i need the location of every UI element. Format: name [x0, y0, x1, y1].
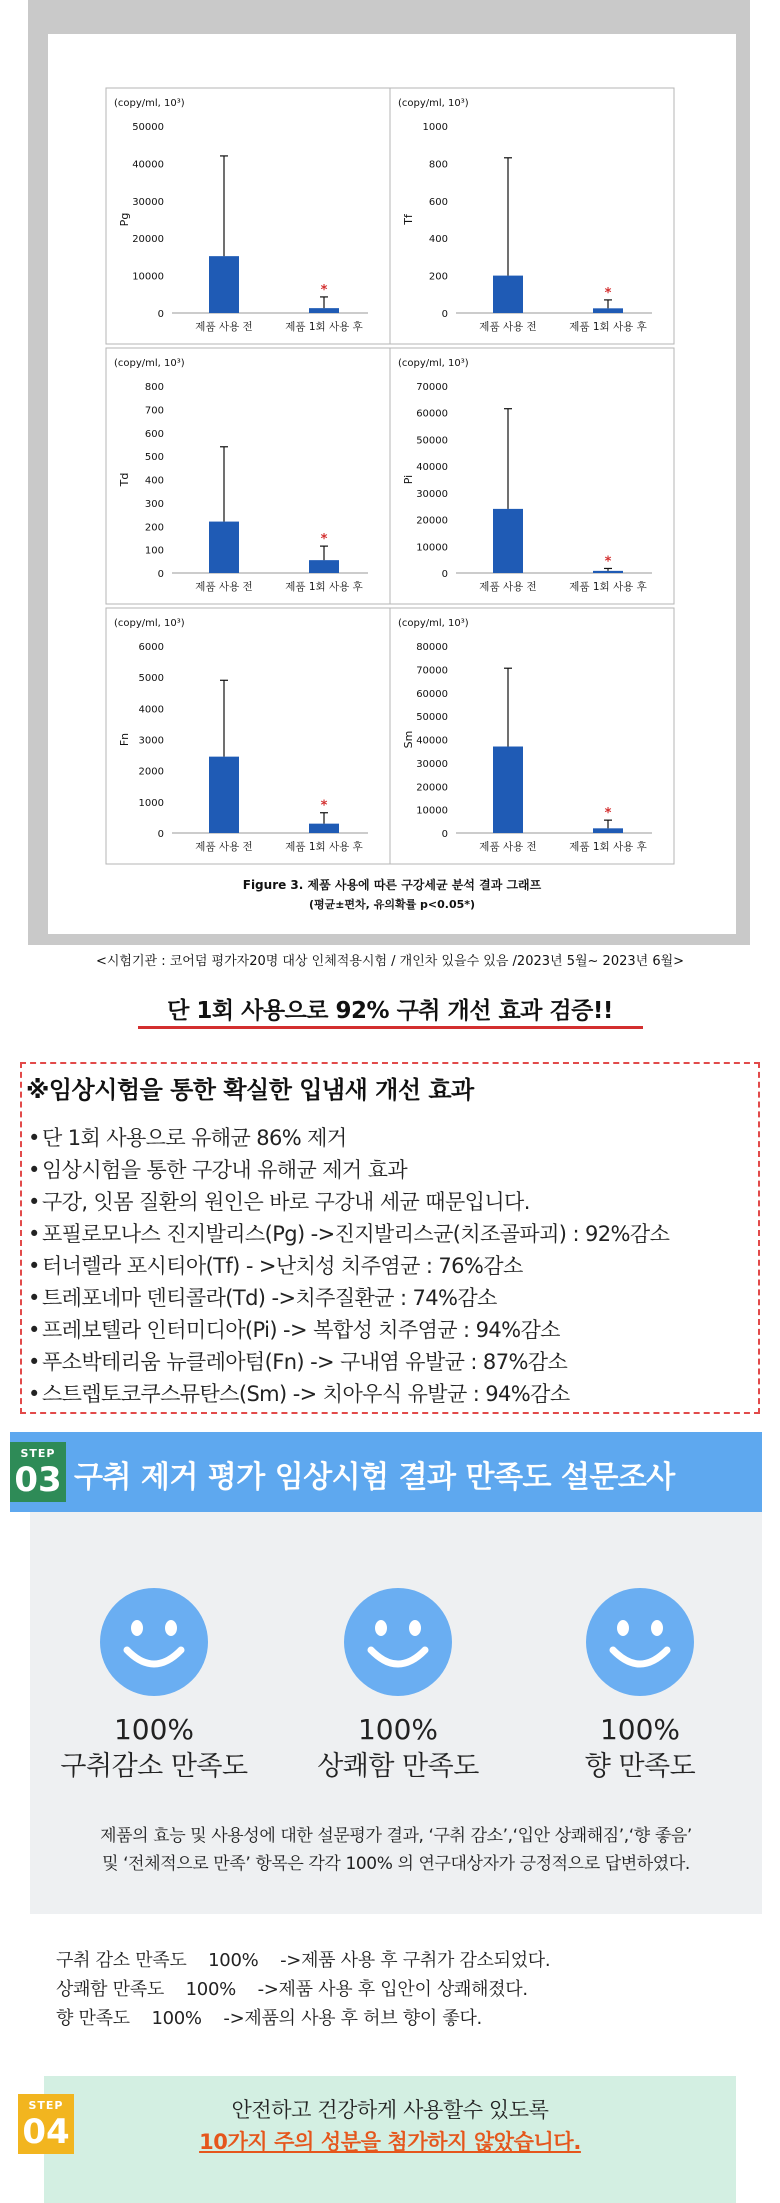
chart-y-tick-label: 300	[144, 498, 164, 510]
effect-item: • 스트렙토코쿠스뮤탄스(Sm) -> 치아우식 유발균 : 94%감소	[28, 1378, 768, 1410]
chart-bar	[493, 276, 523, 313]
bacteria-bar-charts	[0, 0, 780, 945]
chart-x-tick-label: 제품 1회 사용 후	[569, 321, 647, 333]
chart-y-tick-label: 50000	[132, 122, 164, 133]
chart-y-axis-label: Pg	[118, 212, 131, 227]
chart-x-tick-label: 제품 사용 전	[479, 321, 537, 333]
satisfaction-label: 구취감소 만족도	[60, 1751, 248, 1782]
chart-y-tick-label: 20000	[416, 515, 448, 527]
satisfaction-item-odor	[44, 1712, 264, 1786]
chart-y-tick-label: 400	[428, 234, 448, 246]
chart-y-tick-label: 5000	[138, 673, 164, 685]
effect-item: • 구강, 잇몸 질환의 원인은 바로 구강내 세균 때문입니다.	[28, 1186, 768, 1218]
step4-highlight: 10가지 주의 성분을 첨가하지 않았습니다.	[199, 2130, 581, 2154]
chart-y-tick-label: 50000	[416, 435, 448, 447]
test-source-note: <시험기관 : 코어덤 평가자20명 대상 인체적용시험 / 개인차 있을수 있음 /2023년 5월~ 2023년 6월>	[95, 954, 685, 969]
summary-line: 향 만족도 100% ->제품의 사용 후 허브 향이 좋다.	[56, 2008, 482, 2029]
chart-y-tick-label: 800	[144, 382, 164, 393]
chart-bar	[309, 308, 339, 313]
chart-bar	[209, 522, 239, 573]
chart-x-tick-label: 제품 1회 사용 후	[285, 841, 363, 853]
chart-y-tick-label: 2000	[138, 766, 164, 778]
chart-y-tick-label: 600	[428, 196, 448, 208]
chart-significance-marker: *	[604, 554, 612, 570]
chart-bar	[493, 747, 523, 833]
satisfaction-label: 향 만족도	[584, 1751, 696, 1782]
chart-y-tick-label: 60000	[416, 688, 448, 700]
chart-x-tick-label: 제품 1회 사용 후	[569, 581, 647, 593]
effect-item: • 임상시험을 통한 구강내 유해균 제거 효과	[28, 1154, 768, 1186]
step-number: 03	[14, 1460, 62, 1500]
chart-unit-label: (copy/ml, 10³)	[398, 618, 469, 629]
chart-x-tick-label: 제품 사용 전	[479, 841, 537, 853]
chart-y-axis-label: Pi	[402, 474, 415, 485]
chart-y-tick-label: 80000	[416, 642, 448, 653]
step4-text: 안전하고 건강하게 사용할수 있도록	[231, 2098, 549, 2122]
chart-x-tick-label: 제품 사용 전	[195, 581, 253, 593]
survey-description-line: 및 ‘전체적으로 만족’ 항목은 각각 100% 의 연구대상자가 긍정적으로 답변하였다.	[102, 1854, 690, 1874]
step3-badge	[10, 1442, 66, 1502]
satisfaction-summary	[56, 1946, 550, 2033]
smiley-face-icon	[586, 1588, 694, 1696]
chart-y-tick-label: 10000	[132, 271, 164, 283]
effect-item: • 터너렐라 포시티아(Tf) - >난치성 치주염균 : 76%감소	[28, 1250, 768, 1282]
chart-x-tick-label: 제품 1회 사용 후	[569, 841, 647, 853]
effect-list	[28, 1122, 768, 1410]
chart-y-tick-label: 6000	[138, 642, 164, 653]
figure-sub-caption: (평균±편차, 유의확률 p<0.05*)	[308, 898, 476, 911]
chart-significance-marker: *	[320, 282, 328, 298]
chart-y-tick-label: 60000	[416, 408, 448, 420]
effect-title: ※임상시험을 통한 확실한 입냄새 개선 효과	[26, 1076, 474, 1104]
chart-bar	[593, 308, 623, 313]
chart-y-tick-label: 200	[428, 271, 448, 283]
chart-y-tick-label: 100	[144, 545, 164, 557]
chart-significance-marker: *	[604, 806, 612, 822]
chart-y-tick-label: 0	[157, 309, 164, 320]
chart-bar	[593, 571, 623, 573]
chart-y-tick-label: 40000	[416, 735, 448, 747]
chart-significance-marker: *	[604, 285, 612, 301]
chart-y-tick-label: 30000	[416, 758, 448, 770]
chart-y-tick-label: 0	[157, 569, 164, 580]
satisfaction-percent: 100%	[599, 1713, 681, 1746]
step3-title: 구취 제거 평가 임상시험 결과 만족도 설문조사	[74, 1460, 675, 1495]
chart-y-axis-label: Sm	[402, 730, 415, 749]
summary-line: 상쾌함 만족도 100% ->제품 사용 후 입안이 상쾌해졌다.	[56, 1979, 528, 2000]
chart-y-axis-label: Td	[118, 472, 131, 487]
chart-y-tick-label: 500	[144, 452, 164, 464]
chart-y-tick-label: 50000	[416, 712, 448, 724]
chart-bar	[209, 256, 239, 313]
chart-unit-label: (copy/ml, 10³)	[114, 618, 185, 629]
chart-y-tick-label: 10000	[416, 805, 448, 817]
chart-unit-label: (copy/ml, 10³)	[398, 358, 469, 369]
chart-y-tick-label: 20000	[416, 782, 448, 794]
chart-y-tick-label: 10000	[416, 542, 448, 554]
satisfaction-percent: 100%	[357, 1713, 439, 1746]
chart-y-tick-label: 200	[144, 522, 164, 534]
chart-bar	[309, 560, 339, 573]
summary-line: 구취 감소 만족도 100% ->제품 사용 후 구취가 감소되었다.	[56, 1950, 551, 1971]
chart-x-tick-label: 제품 사용 전	[195, 841, 253, 853]
chart-bar	[209, 757, 239, 833]
smiley-face-icon	[344, 1588, 452, 1696]
chart-y-tick-label: 4000	[138, 704, 164, 716]
survey-description-line: 제품의 효능 및 사용성에 대한 설문평가 결과, ‘구취 감소’,‘입안 상쾌해짐’,‘향 좋음’	[100, 1826, 692, 1846]
effect-item: • 트레포네마 덴티콜라(Td) ->치주질환균 : 74%감소	[28, 1282, 768, 1314]
step-label: STEP	[20, 1447, 56, 1460]
chart-x-tick-label: 제품 사용 전	[195, 321, 253, 333]
chart-y-tick-label: 700	[144, 405, 164, 417]
figure-caption: Figure 3. 제품 사용에 따른 구강세균 분석 결과 그래프	[242, 878, 542, 892]
chart-x-tick-label: 제품 1회 사용 후	[285, 321, 363, 333]
chart-y-axis-label: Fn	[118, 732, 131, 747]
chart-y-tick-label: 1000	[422, 122, 448, 133]
chart-y-tick-label: 0	[441, 569, 448, 580]
step-number: 04	[22, 2112, 70, 2152]
chart-y-tick-label: 40000	[132, 159, 164, 171]
chart-y-tick-label: 70000	[416, 382, 448, 393]
chart-significance-marker: *	[320, 532, 328, 548]
chart-y-tick-label: 20000	[132, 234, 164, 246]
chart-unit-label: (copy/ml, 10³)	[114, 98, 185, 109]
chart-unit-label: (copy/ml, 10³)	[398, 98, 469, 109]
chart-y-axis-label: Tf	[402, 214, 415, 225]
smiley-face-icon	[100, 1588, 208, 1696]
survey-description	[30, 1822, 762, 1878]
chart-y-tick-label: 70000	[416, 665, 448, 677]
chart-y-tick-label: 0	[441, 829, 448, 840]
satisfaction-percent: 100%	[113, 1713, 195, 1746]
chart-y-tick-label: 40000	[416, 462, 448, 474]
effect-item: • 프레보텔라 인터미디아(Pi) -> 복합성 치주염균 : 94%감소	[28, 1314, 768, 1346]
chart-y-tick-label: 400	[144, 475, 164, 487]
chart-y-tick-label: 800	[428, 159, 448, 171]
chart-y-tick-label: 0	[441, 309, 448, 320]
chart-y-tick-label: 1000	[138, 797, 164, 809]
chart-y-tick-label: 3000	[138, 735, 164, 747]
chart-bar	[309, 824, 339, 833]
chart-unit-label: (copy/ml, 10³)	[114, 358, 185, 369]
effect-item: • 단 1회 사용으로 유해균 86% 제거	[28, 1122, 768, 1154]
effect-item: • 푸소박테리움 뉴클레아텀(Fn) -> 구내염 유발균 : 87%감소	[28, 1346, 768, 1378]
chart-bar	[593, 828, 623, 833]
satisfaction-item-scent	[530, 1712, 750, 1786]
effect-item: • 포필로모나스 진지발리스(Pg) ->진지발리스균(치조골파괴) : 92%감소	[28, 1218, 768, 1250]
chart-y-tick-label: 30000	[132, 196, 164, 208]
headline: 단 1회 사용으로 92% 구취 개선 효과 검증!!	[167, 998, 613, 1024]
satisfaction-label: 상쾌함 만족도	[317, 1751, 479, 1782]
chart-y-tick-label: 600	[144, 428, 164, 440]
chart-y-tick-label: 0	[157, 829, 164, 840]
step-label: STEP	[28, 2099, 64, 2112]
chart-bar	[493, 509, 523, 573]
chart-significance-marker: *	[320, 798, 328, 814]
chart-x-tick-label: 제품 사용 전	[479, 581, 537, 593]
chart-x-tick-label: 제품 1회 사용 후	[285, 581, 363, 593]
satisfaction-item-freshness	[288, 1712, 508, 1786]
headline-underline	[138, 1026, 643, 1029]
chart-y-tick-label: 30000	[416, 488, 448, 500]
